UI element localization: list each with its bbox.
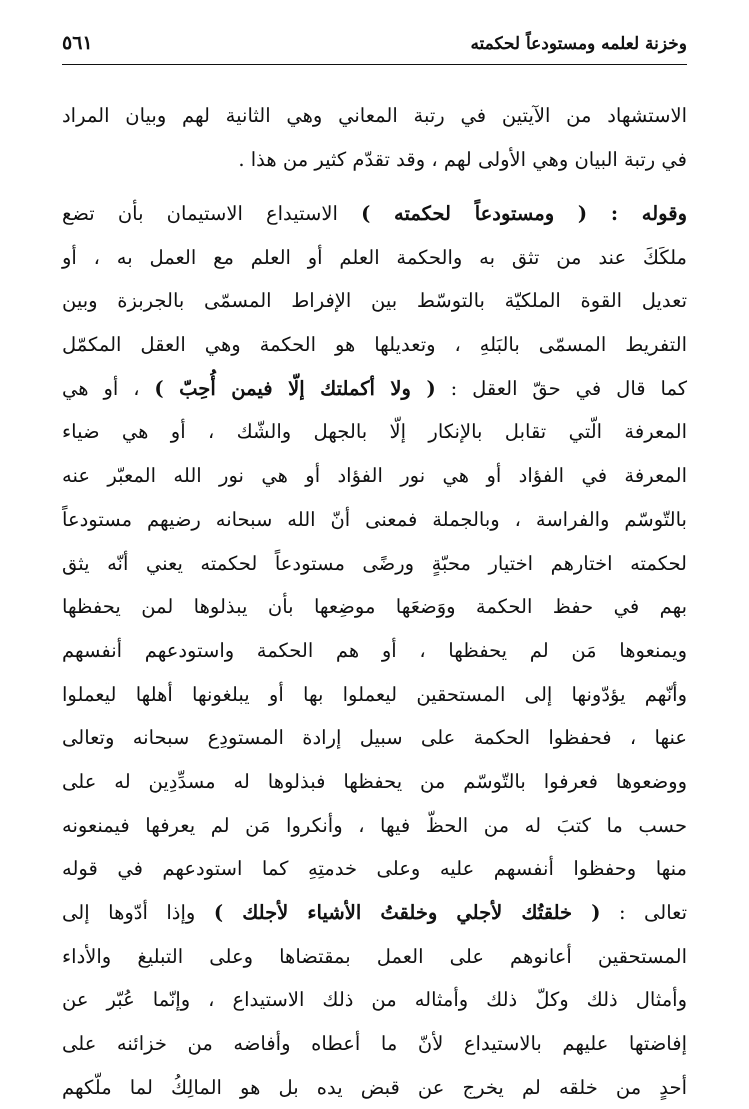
text-line: الاستشهاد من الآيتين في رتبة المعاني وهي الثانية لهم وبيان المراد (62, 104, 687, 127)
text-line: ويمنعوها مَن لم يحفظها ، أو هم الحكمة واستودعهم أنفسهم (62, 638, 687, 662)
text-line: ووضعوها فعرفوا بالتّوسّم من يحفظها فبذلوها له مسدِّدِين له على (62, 769, 687, 793)
text-line: بالتّوسّم والفراسة ، وبالجملة فمعنى أنّ الله سبحانه رضيهم مستودعاً (62, 507, 687, 531)
page-header (62, 28, 687, 62)
text-line: تعديل القوة الملكيّة بالتوسّط بين الإفراط المسمّى بالجربزة وبين (62, 289, 687, 313)
text-line: التفريط المسمّى بالبَلهِ ، وتعديلها هو الحكمة وهي العقل المكمّل (62, 333, 687, 357)
text-line (62, 192, 687, 236)
line-text: تعالى : (600, 901, 688, 924)
text-line: بهم في حفظ الحكمة ووَضعَها موضِعها بأن يبذلوها لمن يحفظها (62, 595, 687, 619)
line-text: كما قال في حقّ العقل : (435, 376, 687, 400)
line-text: ، أو هي (62, 376, 155, 400)
text-line: عنها ، فحفظوا الحكمة على سبيل إرادة المستودِع سبحانه وتعالى (62, 726, 687, 750)
lead-phrase: وقوله : ( ومستودعاً لحكمته ) (361, 202, 687, 225)
text-line: إفاضتها عليهم بالاستيداع لأنّ ما أعطاه وأفاضه من خزائنه على (62, 1032, 687, 1056)
paragraph-2 (62, 192, 687, 1109)
text-line: المعرفة في الفؤاد أو هي نور الفؤاد أو هي نور الله المعبّر عنه (62, 464, 687, 488)
line-text: الاستيداع الاستيمان بأن تضع (62, 202, 362, 225)
header-divider (62, 64, 687, 65)
hadith-quote: ( خلقتُك لأجلي وخلقتُ الأشياء لأجلك ) (213, 901, 601, 924)
page-number: ٥٦١ (62, 32, 93, 54)
paragraph-1 (62, 94, 687, 181)
text-line: في رتبة البيان وهي الأولى لهم ، وقد تقدّم كثير من هذا . (238, 147, 687, 171)
text-line: أحدٍ من خلقه لم يخرج عن قبض يده بل هو المالِكُ لما ملّكهم (62, 1075, 687, 1099)
running-title: وخزنة لعلمه ومستودعاً لحكمته (470, 34, 687, 54)
text-line: ملكَكَ عند من تثق به والحكمة العلم أو العلم مع العمل به ، أو (62, 245, 687, 269)
text-line: المستحقين أعانوهم على العمل بمقتضاها وعلى التبليغ والأداء (62, 944, 687, 968)
line-text: وإذا أدّوها إلى (62, 901, 214, 924)
text-line: المعرفة الّتي تقابل بالإنكار إلّا بالجهل والشّك ، أو هي ضياء (62, 420, 687, 444)
text-line (62, 367, 687, 411)
hadith-quote: ( ولا أكملتك إلّا فيمن أُحِبّ ) (154, 376, 436, 400)
text-line: وأنّهم يؤدّونها إلى المستحقين ليعملوا بها أو يبلغونها أهلها ليعملوا (62, 682, 687, 706)
text-line: وأمثال ذلك وكلّ ذلك وأمثاله من ذلك الاستيداع ، وإنّما عُبّر عن (62, 988, 687, 1012)
text-line (62, 891, 687, 935)
text-line: حسب ما كتبَ له من الحظّ فيها ، وأنكروا مَن لم يعرفها فيمنعونه (62, 813, 687, 837)
text-line: لحكمته اختارهم اختيار محبّةٍ ورضًى مستودعاً لحكمته يعني أنّه يثق (62, 551, 687, 575)
text-line: منها وحفظوا أنفسهم عليه وعلى خدمتِهِ كما استودعهم في قوله (62, 857, 687, 881)
